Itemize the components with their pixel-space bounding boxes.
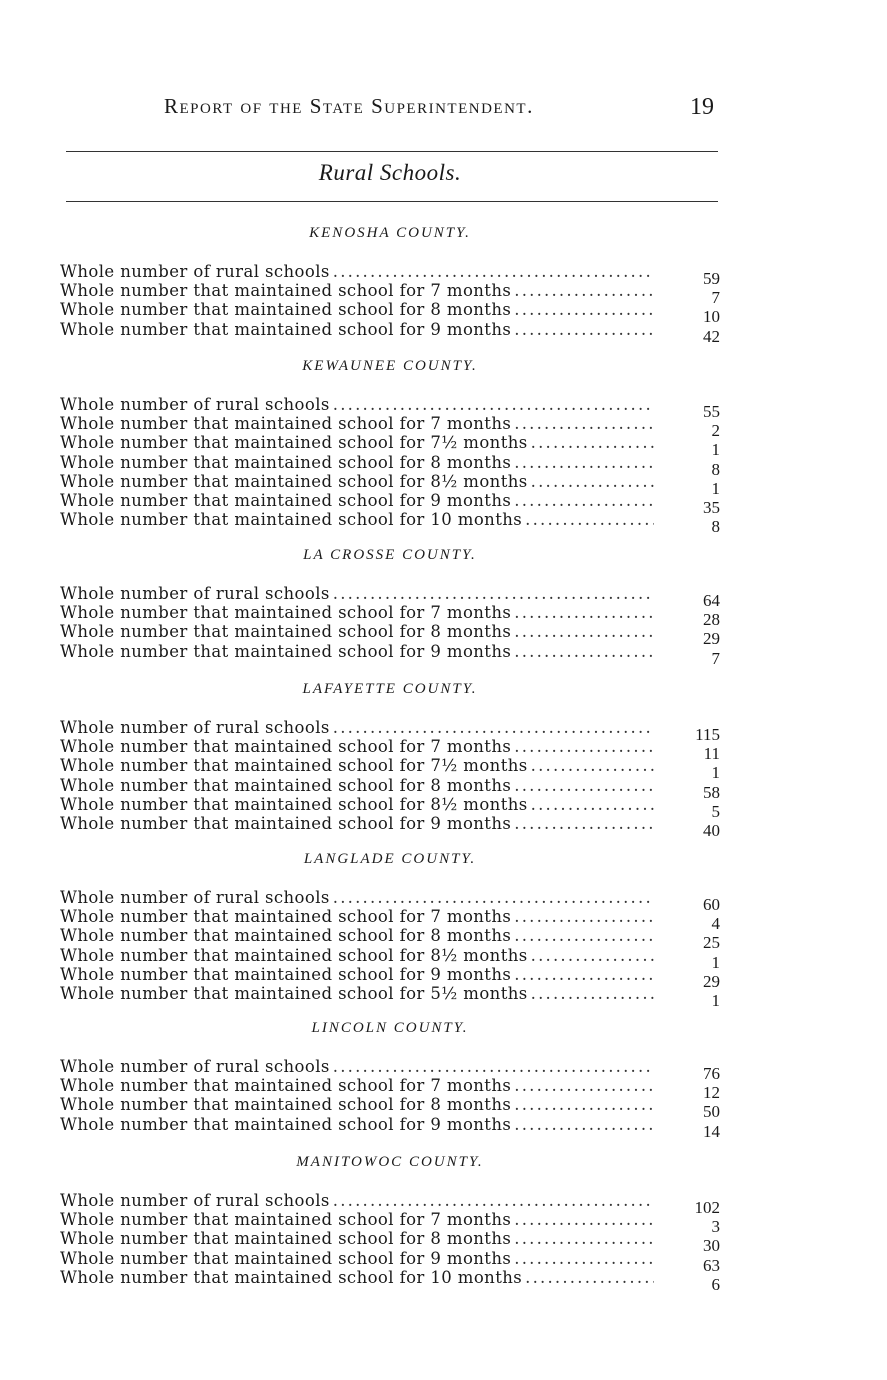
row-label: Whole number that maintained school for 8 months (60, 1229, 512, 1249)
row-value: 7 (711, 288, 720, 308)
dot-leader (514, 320, 654, 339)
county-section (60, 222, 720, 346)
dot-leader (514, 1076, 654, 1095)
dot-leader (514, 414, 654, 433)
row-label: Whole number that maintained school for 7 months (60, 1076, 512, 1096)
row-label: Whole number that maintained school for 7 months (60, 281, 512, 301)
row-value: 29 (703, 971, 720, 991)
table-row (60, 1229, 720, 1256)
county-heading: LANGLADE COUNTY. (303, 851, 477, 867)
row-label: Whole number that maintained school for 7 months (60, 737, 512, 757)
row-value: 1 (711, 763, 720, 783)
row-value: 11 (703, 744, 720, 764)
row-label: Whole number that maintained school for 8 months (60, 1095, 512, 1115)
dot-leader (514, 300, 654, 319)
table-row (60, 641, 720, 668)
row-label: Whole number that maintained school for 5½ months (60, 983, 528, 1003)
row-value: 1 (711, 440, 720, 460)
row-label: Whole number of rural schools (60, 262, 330, 281)
dot-leader (333, 888, 654, 907)
row-value: 42 (703, 326, 720, 346)
dot-leader (525, 510, 654, 529)
county-section (60, 355, 720, 537)
row-value: 4 (711, 914, 720, 934)
table-row (60, 1248, 720, 1275)
table-row (60, 775, 720, 802)
section-title: Rural Schools. (318, 160, 462, 185)
row-value: 29 (703, 629, 720, 649)
table-row (60, 1191, 720, 1217)
dot-leader (514, 1229, 654, 1248)
row-label: Whole number that maintained school for 8 months (60, 775, 512, 795)
row-value: 63 (703, 1255, 720, 1275)
row-value: 59 (703, 269, 720, 288)
row-label: Whole number that maintained school for 9 months (60, 1248, 512, 1268)
row-label: Whole number of rural schools (60, 1191, 330, 1210)
dot-leader (531, 433, 654, 452)
table-row (60, 471, 720, 498)
county-section (60, 848, 720, 1010)
dot-leader (531, 756, 654, 775)
table-row (60, 414, 720, 441)
row-label: Whole number that maintained school for 8 months (60, 300, 512, 320)
section-rule (66, 201, 718, 202)
dot-leader (514, 737, 654, 756)
row-label: Whole number that maintained school for 8 months (60, 452, 512, 472)
table-row (60, 452, 720, 479)
row-label: Whole number that maintained school for 7 months (60, 907, 512, 927)
dot-leader (514, 776, 654, 795)
row-label: Whole number of rural schools (60, 888, 330, 907)
row-label: Whole number that maintained school for 9 months (60, 641, 512, 661)
page-number: 19 (690, 94, 714, 120)
row-label: Whole number that maintained school for 9 months (60, 319, 512, 339)
table-row (60, 888, 720, 914)
dot-leader (514, 603, 654, 622)
row-value: 58 (703, 782, 720, 802)
row-value: 6 (711, 1274, 720, 1294)
dot-leader (514, 1095, 654, 1114)
dot-leader (333, 262, 654, 281)
row-value: 28 (703, 610, 720, 630)
row-label: Whole number that maintained school for 8 months (60, 926, 512, 946)
row-value: 55 (703, 402, 720, 421)
row-label: Whole number that maintained school for 9 months (60, 490, 512, 510)
table-row (60, 945, 720, 972)
dot-leader (531, 472, 654, 491)
row-value: 14 (703, 1121, 720, 1141)
dot-leader (514, 907, 654, 926)
table-row (60, 490, 720, 517)
row-value: 8 (711, 517, 720, 537)
row-value: 12 (703, 1083, 720, 1103)
dot-leader (531, 795, 654, 814)
row-label: Whole number that maintained school for 9 months (60, 964, 512, 984)
row-value: 1 (711, 952, 720, 972)
table-row (60, 300, 720, 327)
table-row (60, 603, 720, 630)
table-row (60, 510, 720, 537)
dot-leader (333, 584, 654, 603)
row-value: 115 (695, 725, 720, 744)
row-label: Whole number that maintained school for 10 months (60, 1267, 523, 1287)
dot-leader (333, 395, 654, 414)
table-row (60, 281, 720, 308)
dot-leader (514, 622, 654, 641)
row-value: 64 (703, 591, 720, 610)
table-row (60, 983, 720, 1010)
dot-leader (514, 1210, 654, 1229)
row-value: 7 (711, 648, 720, 668)
row-label: Whole number that maintained school for 8½ months (60, 794, 528, 814)
table-row (60, 794, 720, 821)
dot-leader (514, 1249, 654, 1268)
table-row (60, 907, 720, 934)
row-value: 10 (703, 307, 720, 327)
dot-leader (514, 453, 654, 472)
row-label: Whole number of rural schools (60, 718, 330, 737)
county-heading: LINCOLN COUNTY. (311, 1020, 469, 1036)
table-row (60, 1210, 720, 1237)
row-label: Whole number of rural schools (60, 1057, 330, 1076)
row-label: Whole number of rural schools (60, 395, 330, 414)
row-value: 2 (711, 421, 720, 441)
dot-leader (514, 814, 654, 833)
row-label: Whole number that maintained school for 9 months (60, 1114, 512, 1134)
row-label: Whole number that maintained school for 8½ months (60, 945, 528, 965)
row-value: 1 (711, 990, 720, 1010)
table-row (60, 433, 720, 460)
table-row (60, 319, 720, 346)
row-label: Whole number that maintained school for 7½ months (60, 433, 528, 453)
row-value: 60 (703, 895, 720, 914)
table-row (60, 926, 720, 953)
table-row (60, 1076, 720, 1103)
row-label: Whole number that maintained school for 7 months (60, 1210, 512, 1230)
row-value: 5 (711, 801, 720, 821)
county-heading: KENOSHA COUNTY. (309, 225, 471, 241)
top-rule (66, 151, 718, 152)
row-value: 3 (711, 1217, 720, 1237)
table-row (60, 718, 720, 744)
dot-leader (333, 1057, 654, 1076)
table-row (60, 584, 720, 610)
table-row (60, 964, 720, 991)
table-row (60, 756, 720, 783)
table-row (60, 395, 720, 421)
row-label: Whole number that maintained school for 7 months (60, 414, 512, 434)
row-label: Whole number of rural schools (60, 584, 330, 603)
table-row (60, 1095, 720, 1122)
dot-leader (525, 1268, 654, 1287)
running-head: Report of the State Superintendent. (164, 94, 534, 118)
row-label: Whole number that maintained school for 9 months (60, 813, 512, 833)
dot-leader (514, 281, 654, 300)
row-value: 1 (711, 478, 720, 498)
row-label: Whole number that maintained school for 7 months (60, 603, 512, 623)
row-label: Whole number that maintained school for 7½ months (60, 756, 528, 776)
table-row (60, 1267, 720, 1294)
dot-leader (514, 926, 654, 945)
dot-leader (514, 1115, 654, 1134)
table-row (60, 813, 720, 840)
county-heading: LA CROSSE COUNTY. (303, 547, 477, 563)
row-label: Whole number that maintained school for 8½ months (60, 471, 528, 491)
table-row (60, 622, 720, 649)
table-row (60, 1114, 720, 1141)
county-heading: KEWAUNEE COUNTY. (302, 358, 478, 374)
dot-leader (333, 1191, 654, 1210)
row-value: 8 (711, 459, 720, 479)
row-value: 50 (703, 1102, 720, 1122)
row-label: Whole number that maintained school for 8 months (60, 622, 512, 642)
county-heading: MANITOWOC COUNTY. (296, 1154, 484, 1170)
table-row (60, 1057, 720, 1083)
county-section (60, 1151, 720, 1294)
dot-leader (531, 946, 654, 965)
dot-leader (514, 965, 654, 984)
table-row (60, 262, 720, 288)
row-label: Whole number that maintained school for 10 months (60, 510, 523, 530)
county-section (60, 1017, 720, 1141)
dot-leader (514, 491, 654, 510)
row-value: 30 (703, 1236, 720, 1256)
table-row (60, 737, 720, 764)
row-value: 102 (694, 1198, 720, 1217)
row-value: 40 (703, 820, 720, 840)
row-value: 25 (703, 933, 720, 953)
county-heading: LAFAYETTE COUNTY. (302, 681, 478, 697)
county-section (60, 544, 720, 668)
dot-leader (531, 984, 654, 1003)
dot-leader (333, 718, 654, 737)
row-value: 35 (703, 497, 720, 517)
county-section (60, 678, 720, 840)
dot-leader (514, 642, 654, 661)
row-value: 76 (703, 1064, 720, 1083)
